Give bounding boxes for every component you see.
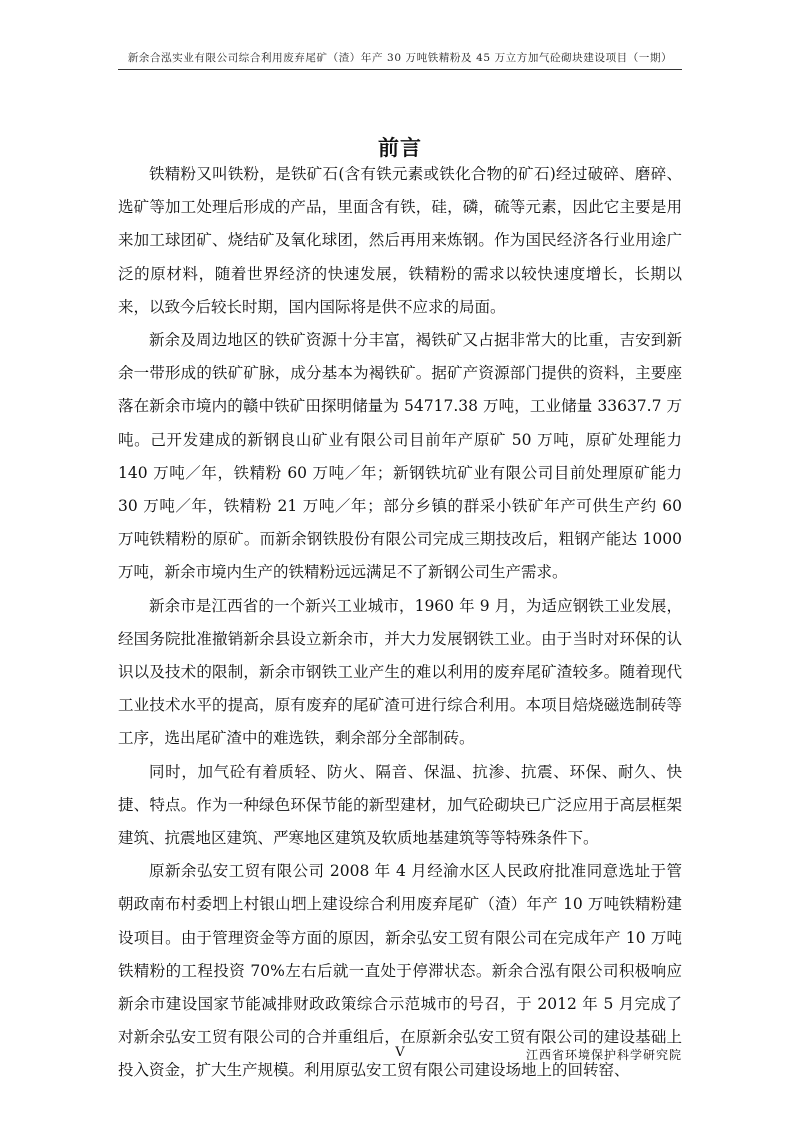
running-header: 新余合泓实业有限公司综合利用废弃尾矿（渣）年产 30 万吨铁精粉及 45 万立方加气砼砌块建设项目（一期） [127, 52, 673, 64]
paragraph-3: 新余市是江西省的一个新兴工业城市，1960 年 9 月，为适应钢铁工业发展，经国务院批准撤销新余县设立新余市，并大力发展钢铁工业。由于当时对环保的认识以及技术的限制，新余市钢铁工业产生的难以利用的废弃尾矿渣较多。随着现代工业技术水平的提高，原有废弃的尾矿渣可进行综合利用。本项目焙烧磁选制砖等工序，选出尾矿渣中的难选铁，剩余部分全部制砖。 [118, 596, 682, 748]
page-number: V [395, 1045, 405, 1060]
body-text [118, 158, 682, 1088]
paragraph-5: 原新余弘安工贸有限公司 2008 年 4 月经渝水区人民政府批准同意选址于管朝政南布村委垇上村银山垇上建设综合利用废弃尾矿（渣）年产 10 万吨铁精粉建设项目。由于管理资金等方面的原因，新余弘安工贸有限公司在完成年产 10 万吨铁精粉的工程投资 70%左右后就一直处于停滞状态。新余合泓有限公司积极响应新余市建设国家节能减排财政政策综合示范城市的号召，于 2012 年 5 月完成了对新余弘安工贸有限公司的合并重组后，在原新余弘安工贸有限公司的建设基础上投入资金，扩大生产规模。利用原弘安工贸有限公司建设场地上的回转窑、 [118, 862, 682, 1080]
footer-organization: 江西省环境保护科学研究院 [525, 1048, 682, 1062]
header-divider [118, 69, 682, 70]
section-title: 前言 [378, 136, 422, 160]
paragraph-2: 新余及周边地区的铁矿资源十分丰富，褐铁矿又占据非常大的比重，吉安到新余一带形成的铁矿矿脉，成分基本为褐铁矿。据矿产资源部门提供的资料，主要座落在新余市境内的赣中铁矿田探明储量为 54717.38 万吨，工业储量 33637.7 万吨。己开发建成的新钢良山矿业有限公司目前年产原矿 50 万吨，原矿处理能力 140 万吨／年，铁精粉 60 万吨／年；新钢铁坑矿业有限公司目前处理原矿能力 30 万吨／年，铁精粉 21 万吨／年；部分乡镇的群采小铁矿年产可供生产约 60 万吨铁精粉的原矿。而新余钢铁股份有限公司完成三期技改后，粗钢产能达 1000 万吨，新余市境内生产的铁精粉远远满足不了新钢公司生产需求。 [118, 331, 682, 582]
paragraph-4: 同时，加气砼有着质轻、防火、隔音、保温、抗渗、抗震、环保、耐久、快捷、特点。作为一种绿色环保节能的新型建材，加气砼砌块已广泛应用于高层框架建筑、抗震地区建筑、严寒地区建筑及软质地基建筑等等特殊条件下。 [118, 762, 682, 848]
paragraph-1: 铁精粉又叫铁粉，是铁矿石(含有铁元素或铁化合物的矿石)经过破碎、磨碎、选矿等加工处理后形成的产品，里面含有铁，硅，磷，硫等元素，因此它主要是用来加工球团矿、烧结矿及氧化球团，然后再用来炼钢。作为国民经济各行业用途广泛的原材料，随着世界经济的快速发展，铁精粉的需求以较快速度增长，长期以来，以致今后较长时期，国内国际将是供不应求的局面。 [118, 165, 682, 316]
